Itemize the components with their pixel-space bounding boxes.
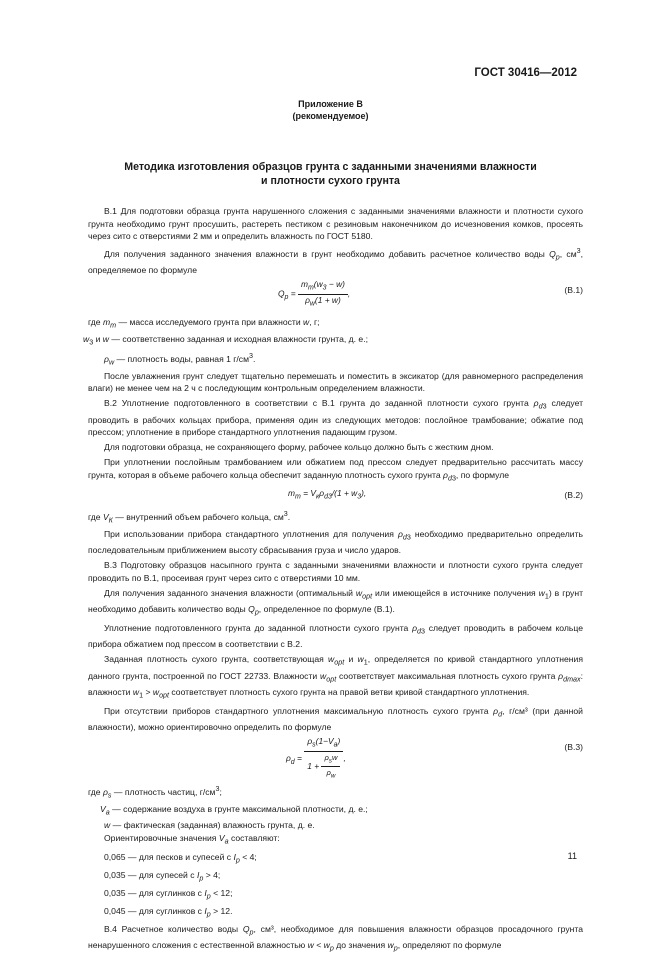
paragraph-b2-ring: Для подготовки образца, не сохраняющего форму, рабочее кольцо должно быть с жестким дном. bbox=[104, 442, 494, 453]
definition-moisture: $w_3$ и w — соответственно заданная и исходная влажности грунта, д. е.; bbox=[83, 334, 368, 347]
formula-b3 bbox=[88, 736, 583, 780]
paragraph-b4: В.4 Расчетное количество воды $Q_р$, см³, необходимое для повышения влажности образцов просадочного грунта ненарушенного сложения с естественной влажностью $w < w_p$ до значения $w_p$, определяют по формуле bbox=[88, 923, 583, 953]
document-body bbox=[83, 205, 584, 958]
list-item: 0,035 — для супесей с $I_p > 4$; bbox=[104, 870, 221, 883]
formula-b1-expression: $Q_р$ = $\frac{m_т(w_3 - w)}{\rho_w(1 + w)}$ , bbox=[278, 279, 351, 308]
list-item: 0,035 — для суглинков с $I_p < 12$; bbox=[104, 887, 233, 901]
page-number: 11 bbox=[567, 851, 577, 861]
paragraph-va-intro: Ориентировочные значения $V_a$ составляют: bbox=[104, 833, 280, 847]
paragraph-b3-water: Для получения заданного значения влажности (оптимальный $w_{opt}$ или имеющейся в источнике получения $w_1$) в грунт необходимо добавить количество воды $Q_р$, определенное по формуле (В.1). bbox=[88, 587, 583, 617]
document-title bbox=[0, 160, 661, 188]
appendix-heading bbox=[0, 98, 661, 122]
formula-b3-number: (В.3) bbox=[564, 741, 583, 752]
list-item: 0,065 — для песков и супесей с $I_p < 4$; bbox=[104, 852, 257, 865]
appendix-status: (рекомендуемое) bbox=[292, 111, 369, 121]
formula-b2-expression: $m_т = V_к\rho_{d3}/(1 + w_3)$, bbox=[288, 488, 367, 502]
list-item: 0,045 — для суглинков с $I_p > 12$. bbox=[104, 905, 233, 919]
definition-actual-moisture: w — фактическая (заданная) влажность грунта, д. е. bbox=[104, 820, 315, 831]
paragraph-b1: В.1 Для подготовки образца грунта нарушенного сложения с заданными значениями влажности и плотности сухого грунта необходимо грунт просушить, растереть пестиком с резиновым наконечником до исчезновения комков, просеять через сито с отверстиями 2 мм и определить влажность по ГОСТ 5180. bbox=[88, 206, 583, 242]
paragraph-b3: В.3 Подготовку образцов насыпного грунта с заданными значениями влажности и плотности сухого грунта следует проводить по В.1, просеивая грунт через сито с отверстиями 10 мм. bbox=[88, 560, 583, 583]
standard-code: ГОСТ 30416—2012 bbox=[474, 67, 577, 79]
paragraph-b3-compaction: Уплотнение подготовленного грунта до заданной плотности сухого грунта $\rho_{d3}$ следует проводить в рабочем кольце прибора обжатием под прессом в соответствии с В.2. bbox=[88, 622, 583, 650]
definition-mass: где $m_т$ — масса исследуемого грунта при влажности w, г; bbox=[88, 317, 320, 331]
title-line-2: и плотности сухого грунта bbox=[261, 175, 400, 187]
paragraph-b3-no-device: При отсутствии приборов стандартного уплотнения максимальную плотность сухого грунта $\rho_d$, г/см³ (при данной влажности), можно ориентировочно определить по формуле bbox=[88, 705, 583, 732]
paragraph-b1-water: Для получения заданного значения влажности в грунт необходимо добавить расчетное количество воды $Q_р$, $см^3$, определяемое по формуле bbox=[88, 247, 583, 276]
formula-b2 bbox=[88, 487, 583, 505]
paragraph-b3-curve: Заданная плотность сухого грунта, соответствующая $w_{opt}$ и $w_1$, определяется по кривой стандартного уплотнения данного грунта, построенной по ГОСТ 22733. Влажности $w_{opt}$ соответствует максимальная плотность сухого грунта $\rho_{dmax}$: влажности $w_1 > w_{opt}$ соответствует плотность сухого грунта на правой ветви кривой стандартного уплотнения. bbox=[88, 654, 583, 700]
definition-water-density: $\rho_w$ — плотность воды, равная 1 $г/см^3$. bbox=[104, 351, 256, 367]
title-line-1: Методика изготовления образцов грунта с заданными значениями влажности bbox=[124, 161, 537, 173]
definition-ring-volume: где $V_К$ — внутренний объем рабочего кольца, $см^3$. bbox=[88, 510, 291, 525]
formula-b1-number: (В.1) bbox=[564, 285, 583, 296]
va-values-list bbox=[104, 851, 583, 921]
formula-b3-expression: $\rho_d$ = $\rho_s(1-V_a)$ 1 + $\frac{\rho_sw}{\rho_w}$ , bbox=[286, 735, 346, 780]
paragraph-b2-standard: При использовании прибора стандартного уплотнения для получения $\rho_{d3}$ необходимо предварительно определить последовательным приближением высоту сбрасывания груза и число ударов. bbox=[88, 529, 583, 556]
definition-particle-density: где $\rho_s$ — плотность частиц, $г/см^3$; bbox=[88, 784, 222, 800]
paragraph-b1-mixing: После увлажнения грунт следует тщательно перемешать и поместить в эксикатор (для равномерного распределения влаги) не менее чем на 2 ч с последующим контрольным определением влажности. bbox=[88, 370, 583, 394]
formula-b2-number: (В.2) bbox=[564, 490, 583, 501]
appendix-label: Приложение В bbox=[298, 99, 363, 109]
paragraph-b2-mass: При уплотнении послойным трамбованием или обжатием под прессом следует предварительно рассчитать массу грунта, которая в объеме рабочего кольца обеспечит заданную плотность сухого грунта $\rho_{d3}$, по формуле bbox=[88, 457, 583, 483]
paragraph-b2: В.2 Уплотнение подготовленного в соответствии с В.1 грунта до заданной плотности сухого грунта $\rho_{d3}$ следует проводить в рабочих кольцах прибора, применяя один из следующих методов: послойное трамбование; обжатие под прессом; уплотнение в приборе стандартного уплотнения падающим грузом. bbox=[88, 398, 584, 438]
definition-air-content: $V_a$ — содержание воздуха в грунте максимальной плотности, д. е.; bbox=[100, 803, 368, 817]
formula-b1 bbox=[88, 279, 583, 313]
